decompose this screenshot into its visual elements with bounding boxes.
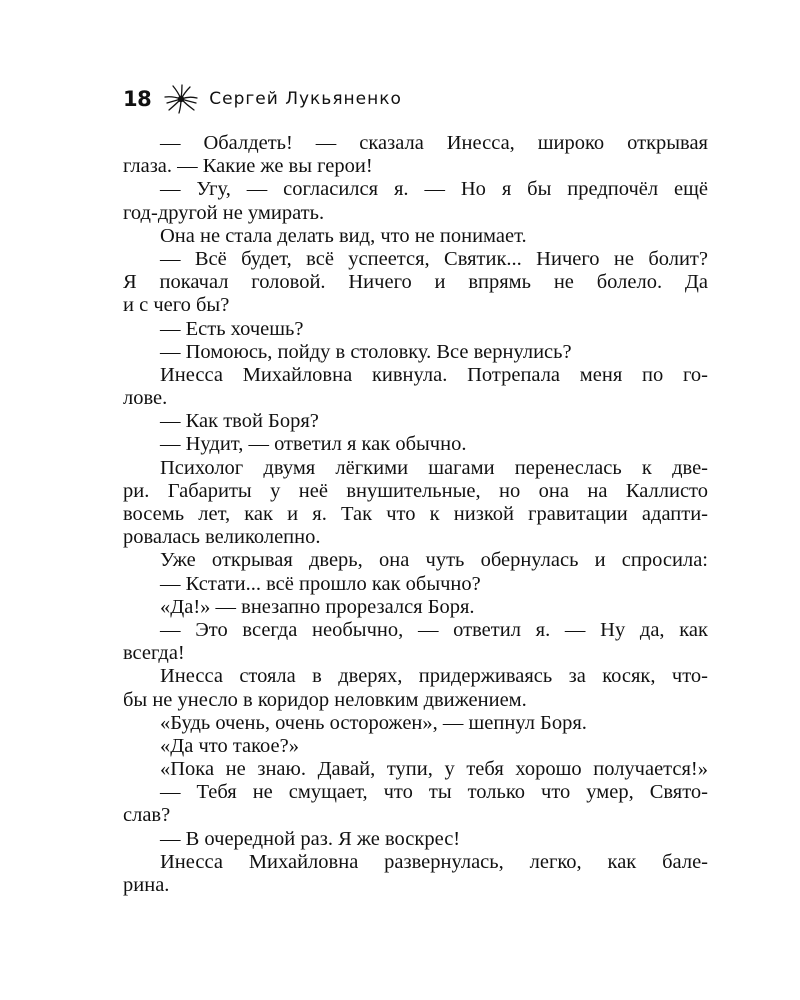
running-header bbox=[123, 84, 402, 114]
text-line: — Угу, — согласился я. — Но я бы предпочёл ещё bbox=[160, 178, 708, 201]
text-line: лове. bbox=[123, 387, 168, 410]
text-line: — Тебя не смущает, что ты только что умер, Свято- bbox=[160, 781, 708, 804]
text-line: год-другой не умирать. bbox=[123, 201, 325, 224]
text-line: — В очередной раз. Я же воскрес! bbox=[160, 827, 461, 850]
text-line: — Как твой Боря? bbox=[160, 410, 319, 433]
text-line: слав? bbox=[123, 804, 171, 827]
text-line: — Всё будет, всё успеется, Святик... Ничего не болит? bbox=[160, 247, 708, 270]
text-line: Инесса Михайловна кивнула. Потрепала меня по го- bbox=[160, 363, 708, 386]
text-line: Я покачал головой. Ничего и впрямь не болело. Да bbox=[123, 271, 708, 294]
text-line: — Есть хочешь? bbox=[160, 317, 304, 340]
text-line: — Кстати... всё прошло как обычно? bbox=[160, 572, 481, 595]
text-line: «Пока не знаю. Давай, тупи, у тебя хорошо получается!» bbox=[160, 758, 708, 781]
text-line: Психолог двумя лёгкими шагами перенеслась к две- bbox=[160, 456, 708, 479]
text-line: Она не стала делать вид, что не понимает. bbox=[160, 224, 527, 247]
text-line: Инесса Михайловна развернулась, легко, как бале- bbox=[160, 850, 708, 873]
text-line: Уже открывая дверь, она чуть обернулась и спросила: bbox=[160, 549, 708, 572]
body-text bbox=[123, 132, 708, 897]
text-line: «Да!» — внезапно прорезался Боря. bbox=[160, 595, 475, 618]
text-line: — Это всегда необычно, — ответил я. — Ну да, как bbox=[160, 618, 708, 641]
text-line: ровалась великолепно. bbox=[123, 526, 321, 549]
text-line: глаза. — Какие же вы герои! bbox=[123, 155, 373, 178]
text-line: восемь лет, как и я. Так что к низкой гравитации адапти- bbox=[123, 503, 708, 525]
text-line: рина. bbox=[123, 874, 170, 896]
text-line: всегда! bbox=[123, 642, 185, 665]
text-line: «Да что такое?» bbox=[160, 734, 300, 757]
text-line: «Будь очень, очень осторожен», — шепнул Боря. bbox=[160, 711, 587, 734]
text-line: ри. Габариты у неё внушительные, но она на Каллисто bbox=[123, 479, 708, 502]
text-line: — Обалдеть! — сказала Инесса, широко открывая bbox=[160, 132, 708, 154]
text-line: — Нудит, — ответил я как обычно. bbox=[160, 433, 467, 456]
page-number: 18 bbox=[123, 87, 152, 111]
author-name: Сергей Лукьяненко bbox=[209, 89, 402, 109]
text-line: Инесса стояла в дверях, придерживаясь за косяк, что- bbox=[160, 665, 708, 688]
text-line: — Помоюсь, пойду в столовку. Все вернулись? bbox=[160, 340, 572, 363]
text-line: и с чего бы? bbox=[123, 294, 230, 317]
starburst-ornament-icon bbox=[163, 84, 199, 114]
text-line: бы не унесло в коридор неловким движением. bbox=[123, 688, 527, 711]
